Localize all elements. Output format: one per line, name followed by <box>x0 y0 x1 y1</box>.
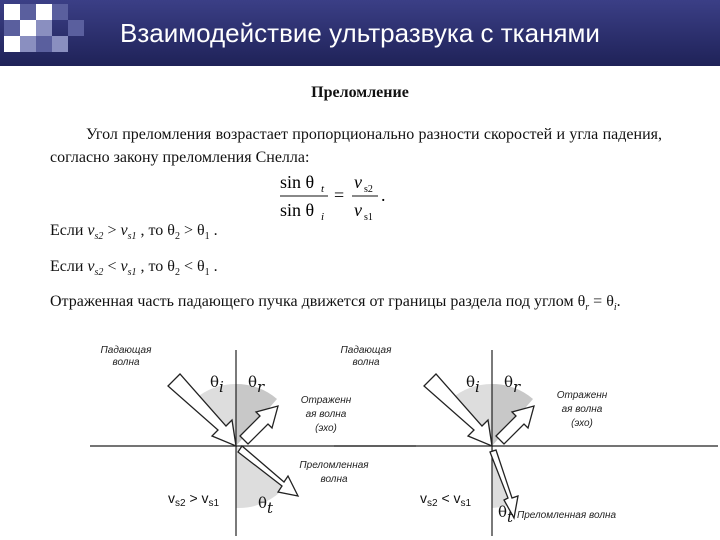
snell-paragraph: Угол преломления возрастает пропорционально разности скоростей и угла падения, согласно закону преломления Снелла: <box>50 126 662 166</box>
theta-i-sub: i <box>475 378 480 396</box>
rule-greater: Если $v_{s2} > v_{s1}$ , то $\theta_2 > \theta_1$ . <box>50 222 218 243</box>
formula-denominator-left: sin θ <box>280 200 315 220</box>
incident-label-2: волна <box>112 357 140 368</box>
reflected-label-3: (эхо) <box>571 418 593 429</box>
theta-r-sub: r <box>513 378 521 396</box>
reflected-label-1: Отраженн <box>556 390 608 401</box>
formula-dot: . <box>381 185 386 205</box>
theta-r-label: θ <box>504 373 514 391</box>
section-heading: Преломление <box>311 84 409 101</box>
formula-numerator-right: v <box>354 172 362 192</box>
formula-denominator-right: v <box>354 200 362 220</box>
velocity-relation: $v_{s2} < v_{s1}$ <box>420 490 472 509</box>
reflected-label-3: (эхо) <box>315 423 337 434</box>
reflected-label-2: ая волна <box>561 404 603 415</box>
refracted-label-1: Преломленная волна <box>517 510 617 521</box>
formula-sub-i: i <box>321 211 325 222</box>
theta-i-label: θ <box>210 373 220 391</box>
checker-decoration <box>0 0 100 66</box>
theta-t-sub: t <box>267 499 274 517</box>
formula-sub-s2: s2 <box>364 184 373 195</box>
incident-label-1: Падающая <box>340 345 392 356</box>
refracted-label-1: Преломленная <box>299 460 369 471</box>
theta-i-label: θ <box>466 373 476 391</box>
refracted-label-2: волна <box>320 474 348 485</box>
formula-equals: = <box>334 185 345 205</box>
formula-sub-s1: s1 <box>364 212 373 222</box>
theta-t-label: θ <box>498 503 508 521</box>
page-title: Взаимодействие ультразвука с тканями <box>120 18 600 48</box>
incident-label-2: волна <box>352 357 380 368</box>
velocity-relation: $v_{s2} > v_{s1}$ <box>168 490 220 509</box>
reflection-statement: Отраженная часть падающего пучка движется от границы раздела под углом $\theta_r = \theta_i$. <box>50 293 621 314</box>
formula-numerator-left: sin θ <box>280 172 315 192</box>
theta-i-sub: i <box>219 378 224 396</box>
theta-r-sub: r <box>257 378 265 396</box>
theta-r-label: θ <box>248 373 258 391</box>
reflected-label-1: Отраженн <box>300 395 352 406</box>
rule-less: Если $v_{s2} < v_{s1}$ , то $\theta_2 < \theta_1$ . <box>50 258 218 279</box>
reflected-label-2: ая волна <box>305 409 347 420</box>
theta-t-label: θ <box>258 494 268 512</box>
title-bar <box>0 0 720 66</box>
incident-label-1: Падающая <box>100 345 152 356</box>
snell-formula <box>278 168 418 222</box>
refraction-diagram-slower <box>332 340 720 538</box>
theta-t-sub: t <box>507 508 514 526</box>
formula-sub-t: t <box>321 183 325 195</box>
